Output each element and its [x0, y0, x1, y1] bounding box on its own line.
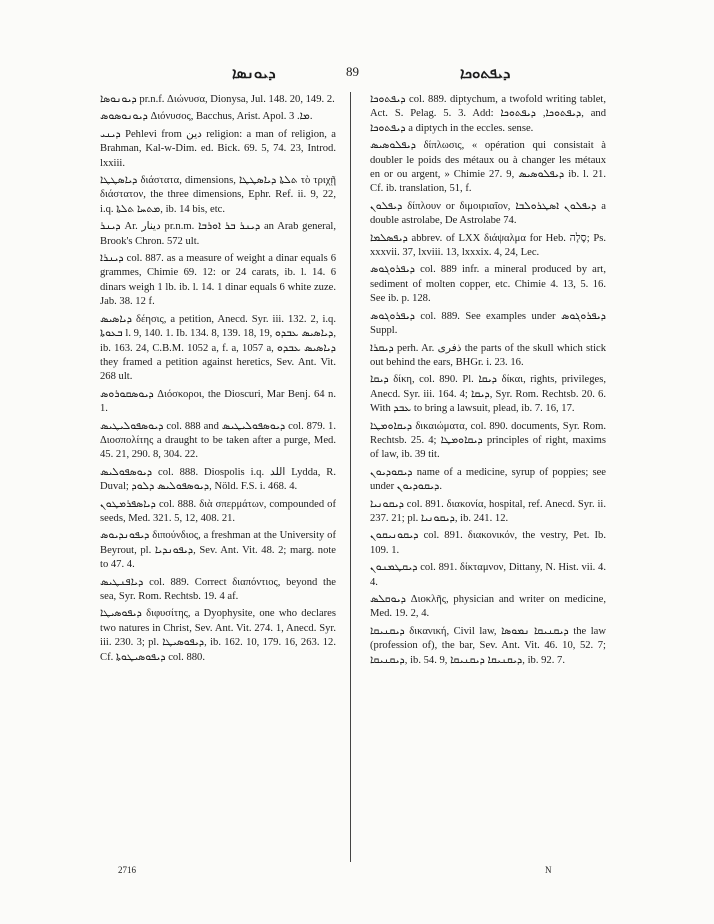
page-number: 89	[346, 64, 359, 79]
dictionary-entry: ܕܝܦܘܣܝܛܐ διφυσίτης, a Dyophysite, one who declares two natures in Christ, Sev. Ant. Vit. 274. 1, Anecd. Syr. iii. 230. 3; pl. ܕܝܦܘܣܝܛܐ, ib. 162. 10, 179. 16, 263. 12. Cf. ܕܝܦܘܣܝܛܘܬܐ col. 880.	[100, 608, 336, 663]
signature-mark: 2716	[118, 865, 136, 875]
dictionary-entry: ܕܝܘܣܦܘܠܝܛܝܣ col. 888 and ܕܝܘܣܦܘܠܝܛܝܣ col. 879. 1. Διοσπολίτης a draught to be taken after a purge, Med. 45. 21, 290. 8, 304. 22.	[100, 420, 336, 461]
dictionary-entry: ܕܝܩܐܘܡܛܐ δικαιώματα, col. 890. documents, Syr. Rom. Rechtsb. 25. 4; ܕܝܩܐܘܡܛܐ principles of right, maxims of law, ib. 39 tit.	[370, 420, 606, 461]
dictionary-entry: ܕܝܐܣܛܛܐ διάστατα, dimensions, ܬܠܬܐ ܕܝܐܣܛܛܐ τὸ τριχῇ διάστατον, the three dimensions, Ephr. Ref. ii. 9, 22, i.q. ܡܬܚܐ ܬܠܬܐ, ib. 14 bis, etc.	[100, 175, 336, 215]
dictionary-entry: ܕܝܘܢܘܣܘܣ Διόνυσος, Bacchus, Arist. Apol. ܡܐ. 3.	[100, 111, 313, 123]
page-footer	[0, 865, 714, 879]
running-head-right: ܕܝܦܬܘܟܐ	[460, 64, 511, 82]
dictionary-entry: ܕܝܢܝ Pehlevi from دین religion: a man of religion, a Brahman, Kal-w-Dim. ed. Bick. 69. 5, 74. 23, Introd. lxxiii.	[100, 128, 336, 169]
dictionary-entry: ܕܝܘܣܦܘܠܝܣ col. 888. Diospolis i.q. اللد Lydda, R. Duval; ܕܝܘܣܦܘܠܝܣ ܕܠܘܕ, Nöld. F.S. i. 468. 4.	[100, 466, 336, 493]
signature-letter: N	[545, 865, 552, 875]
dictionary-entry: ܕܝܦܬܘܟܐ col. 889. diptychum, a twofold writing tablet, Act. S. Pelag. 5. 3. Add: ܕܝܦܬܘܟܐ, ܕܝܦܬܘܟܐ, and ܕܝܦܬܘܟܐ a diptych in the eccles. sense.	[370, 94, 606, 134]
dictionary-entry: ܕܝܐܣܦܪܡܛܘܢ col. 888. διὰ σπερμάτων, compounded of seeds, Med. 321. 5, 12, 408. 21.	[100, 498, 336, 524]
dictionary-entry: ܕܝܐܦܢܛܝܣ col. 889. Correct διαπόντιος, beyond the sea, Syr. Rom. Rechtsb. 19. 4 af.	[100, 576, 336, 602]
dictionary-entry: ܕܝܩܐ δίκη, col. 890. Pl. ܕܝܩܐ δίκαι, rights, privileges, Anecd. Syr. iii. 164. 4; ܕܝܩܐ, Syr. Rom. Rechtsb. 20. 6. With ܥܒܕ to bring a lawsuit, plead, ib. 7. 16, 17.	[370, 374, 606, 415]
dictionary-entry: ܕܝܦܪܘܓܘܣ col. 889 infr. a mineral produced by art, sediment of molten copper, etc. Chimie 4. 13, 5. 16. See ib. p. 128.	[370, 264, 606, 305]
dictionary-entry: ܕܝܩܛܡܢܘܢ col. 891. δίκταμνον, Dittany, N. Hist. vii. 4. 4.	[370, 562, 606, 588]
page-header	[0, 64, 714, 84]
dictionary-entry: ܕܝܩܘܕܝܘܢ name of a medicine, syrup of poppies; see under ܕܝܩܘܕܝܘܢ.	[370, 466, 606, 493]
dictionary-entry: ܕܝܦܘܢܕܝܘܣ διπούνδιος, a freshman at the University of Beyrout, pl. ܕܝܦܘܢܕܝܐ, Sev. Ant. Vit. 48. 2; marg. note to 47. 4.	[100, 530, 336, 571]
dictionary-entry: ܕܝܦܠܘܢ δίπλουν or διμοιριαῖον, ܕܝܦܠܘܢ ܐܣܛܪܘܠܒܐ a double astrolabe, De Astrolabe 74.	[370, 200, 606, 227]
column-divider	[350, 92, 351, 862]
right-column	[370, 93, 606, 863]
dictionary-entry: ܕܝܩܘܢܝܐ col. 891. διακονία, hospital, ref. Anecd. Syr. ii. 237. 21; pl. ܕܝܩܘܢܝܐ, ib. 241. 12.	[370, 498, 606, 524]
dictionary-entry: ܕܝܐܣܝܣ δέησις, a petition, Anecd. Syr. iii. 132. 2, i.q. ܒܥܘܬܐ l. 9, 140. 1. Ib. 134. 8, 139. 18, 19, ܕܝܐܣܝܣ ܥܒܕܘ, ib. 163. 24, C.B.M. 1052 a, f. a, 1057 a, ܕܝܐܣܝܣ ܥܒܕܘ they framed a petition against heretics, Sev. Ant. Vit. 268 ult.	[100, 313, 336, 383]
dictionary-entry: ܕܝܩܢܝܩܐ δικανική, Civil law, ܕܝܩܢܝܩܐ ܢܡܘܣܐ the law (profession of), the bar, Sev. Ant. Vit. 46. 10, 52. 7; ܕܝܩܢܝܩܐ, ib. 54. 9, ܕܝܩܢܝܩܐ ܕܝܩܢܝܩܐ, ib. 92. 7.	[370, 625, 606, 666]
dictionary-entry: ܕܝܘܩܠܣ Διοκλῆς, physician and writer on medicine, Med. 19. 2, 4.	[370, 594, 606, 620]
dictionary-entry: ܕܝܩܘܢܝܩܘܢ col. 891. διακονικόν, the vestry, Pet. Ib. 109. 1.	[370, 530, 606, 556]
dictionary-entry: ܕܝܢܪ Ar. دینار pr.n.m. ܕܝܢܪ ܒܪ ܐܘܪܒܐ an Arab general, Brook's Chron. 572 ult.	[100, 221, 336, 247]
dictionary-entry: ܕܝܦܪܘܓܘܣ col. 889. See examples under ܕܝܦܪܘܓܘܣ Suppl.	[370, 310, 606, 337]
dictionary-entry: ܕܝܩܪܐ perh. Ar. ذفری the parts of the skull which stick out behind the ears, BHGr. i. 23. 16.	[370, 342, 606, 368]
running-head-left: ܕܝܘܢܣܐ	[232, 64, 276, 82]
left-column	[100, 93, 336, 863]
dictionary-entry: ܕܝܘܢܘܣܐ pr.n.f. Διώνυσα, Dionysa, Jul. 148. 20, 149. 2.	[100, 94, 335, 105]
dictionary-entry: ܕܝܘܣܩܘܪܘܣ Διόσκοροι, the Dioscuri, Mar Benj. 64 n. 1.	[100, 388, 336, 415]
dictionary-entry: ܕܝܦܣܠܡܐ abbrev. of LXX διάψαλμα for Heb. סֶלָה; Ps. xxxvii. 37, lxviii. 13, lxxxix. 4, 24, Lec.	[370, 232, 606, 259]
dictionary-entry: ܕܝܦܠܘܣܝܣ δίπλωσις, « opération qui consistait à doubler le poids des métaux ou à changer les métaux en or ou argent, » Chimie 27. 9, ܕܝܦܠܘܣܝܣ ib. l. 21. Cf. ib. translation, 51, f.	[370, 140, 606, 195]
dictionary-entry: ܕܝܢܪܐ col. 887. as a measure of weight a dinar equals 6 grammes, Chimie 69. 12: or 24 carats, ib. l. 14. 6 dinars weigh 1 lb. ib. l. 14. 1 dinar equals 6 white zuze. Jab. 38. 12 f.	[100, 253, 336, 308]
